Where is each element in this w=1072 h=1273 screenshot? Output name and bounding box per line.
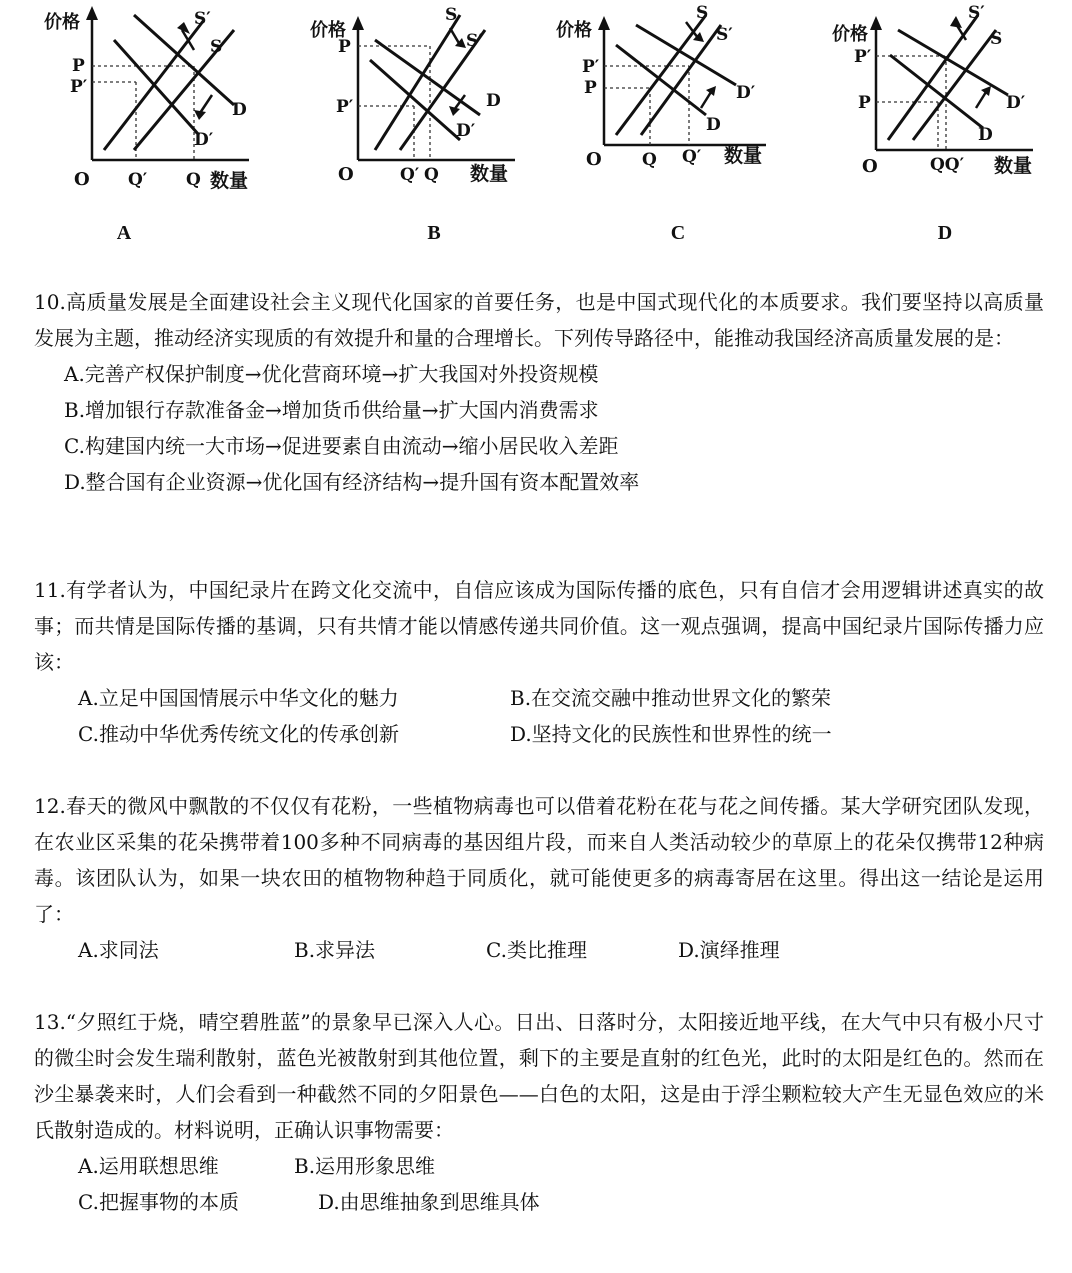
graph-c-diagram	[546, 0, 796, 200]
option-d: D.坚持文化的民族性和世界性的统一	[510, 722, 832, 746]
option-c: C.类比推理	[486, 938, 587, 962]
x-axis-label: 数量	[210, 170, 249, 192]
option-row	[34, 716, 1044, 752]
x-axis-label: 数量	[724, 145, 763, 167]
option-c: C.构建国内统一大市场→促进要素自由流动→缩小居民收入差距	[64, 434, 619, 458]
curve-label-s: S	[210, 37, 223, 57]
x-axis-label: 数量	[994, 155, 1033, 177]
price-label-p: P	[338, 37, 351, 57]
curve-label-d-prime: D′	[456, 121, 476, 141]
price-label-p-prime: P′	[336, 97, 354, 117]
curve-label-d: D	[232, 100, 247, 120]
graph-d-diagram	[818, 0, 1068, 200]
graph-b-letter: B	[427, 222, 441, 244]
y-axis-label: 价格	[44, 12, 80, 33]
option-a: A.求同法	[78, 938, 159, 962]
graph-b	[300, 0, 550, 250]
curve-label-d-prime: D′	[736, 83, 756, 103]
x-axis-label: 数量	[470, 163, 509, 185]
option-a: A.完善产权保护制度→优化营商环境→扩大我国对外投资规模	[64, 362, 599, 386]
curve-label-d: D	[706, 115, 721, 135]
y-axis-arrow	[86, 6, 98, 20]
price-label-p-prime: P′	[582, 57, 600, 77]
question-stem: 11.有学者认为，中国纪录片在跨文化交流中，自信应该成为国际传播的底色，只有自信才会用逻辑讲述真实的故事；而共情是国际传播的基调，只有共情才能以情感传递共同价值。这一观点强调，提高中国纪录片国际传播力应该：	[34, 578, 1044, 674]
quantity-label-qq-prime: QQ′	[930, 155, 965, 175]
y-axis-label: 价格	[832, 24, 868, 45]
option-b: B.求异法	[294, 938, 376, 962]
option-row	[34, 1184, 1044, 1220]
curve-d	[616, 45, 706, 115]
curve-label-s-prime: S′	[716, 25, 733, 45]
option-c: C.推动中华优秀传统文化的传承创新	[78, 722, 399, 746]
curve-label-s-prime: S′	[968, 3, 985, 23]
curve-label-s: S	[696, 3, 709, 23]
curve-label-d: D	[486, 91, 501, 111]
curve-label-s: S	[990, 29, 1003, 49]
option-a: A.运用联想思维	[78, 1154, 219, 1178]
curve-label-s-prime: S′	[194, 9, 211, 29]
supply-demand-graphs	[0, 0, 1072, 250]
graph-d-letter: D	[937, 222, 953, 244]
curve-label-d-prime: D′	[1006, 93, 1026, 113]
question-12	[34, 788, 1044, 968]
option-b: B.在交流交融中推动世界文化的繁荣	[510, 686, 832, 710]
price-label-p-prime: P′	[854, 47, 872, 67]
quantity-label-q: Q	[186, 170, 201, 190]
quantity-label-q-prime: Q′	[682, 147, 702, 167]
graph-a-letter: A	[116, 222, 132, 244]
graph-c-letter: C	[670, 222, 686, 244]
question-stem: 12.春天的微风中飘散的不仅仅有花粉，一些植物病毒也可以借着花粉在花与花之间传播。某大学研究团队发现，在农业区采集的花朵携带着100多种不同病毒的基因组片段，而来自人类活动较少的草原上的花朵仅携带12种病毒。该团队认为，如果一块农田的植物物种趋于同质化，就可能使更多的病毒寄居在这里。得出这一结论是运用了：	[34, 794, 1044, 926]
option-row	[34, 680, 1044, 716]
option-d: D.演绎推理	[678, 938, 780, 962]
option-row	[34, 932, 1044, 968]
graph-a	[34, 0, 284, 250]
option-d: D.由思维抽象到思维具体	[318, 1190, 540, 1214]
option-row	[34, 1148, 1044, 1184]
origin-label: O	[862, 156, 878, 177]
option-b: B.运用形象思维	[294, 1154, 436, 1178]
option-list	[34, 356, 1044, 500]
question-stem: 13.“夕照红于烧，晴空碧胜蓝”的景象早已深入人心。日出、日落时分，太阳接近地平线，在大气中只有极小尺寸的微尘时会发生瑞利散射，蓝色光被散射到其他位置，剩下的主要是直射的红色光，此时的太阳是红色的。然而在沙尘暴袭来时，人们会看到一种截然不同的夕阳景色——白色的太阳，这是由于浮尘颗粒较大产生无显色效应的米氏散射造成的。材料说明，正确认识事物需要：	[34, 1010, 1044, 1142]
question-stem: 10.高质量发展是全面建设社会主义现代化国家的首要任务，也是中国式现代化的本质要求。我们要坚持以高质量发展为主题，推动经济实现质的有效提升和量的合理增长。下列传导路径中，能推动我国经济高质量发展的是：	[34, 290, 1044, 350]
price-label-p: P	[858, 93, 871, 113]
graph-d	[818, 0, 1068, 250]
graph-b-diagram	[300, 0, 550, 200]
question-10	[34, 284, 1044, 500]
curve-label-s-prime: S′	[466, 31, 483, 51]
option-d: D.整合国有企业资源→优化国有经济结构→提升国有资本配置效率	[64, 470, 640, 494]
price-label-p: P	[72, 56, 85, 76]
option-b: B.增加银行存款准备金→增加货币供给量→扩大国内消费需求	[64, 398, 599, 422]
graph-c	[546, 0, 796, 250]
quantity-label-q-prime: Q′	[400, 165, 420, 185]
price-label-p-prime: P′	[70, 77, 88, 97]
price-label-p: P	[584, 78, 597, 98]
graph-a-diagram	[34, 0, 284, 200]
question-13	[34, 1004, 1044, 1220]
quantity-label-q-prime: Q′	[128, 170, 148, 190]
option-a: A.立足中国国情展示中华文化的魅力	[78, 686, 399, 710]
quantity-label-q: Q	[642, 150, 657, 170]
y-axis-label: 价格	[556, 20, 592, 41]
y-axis-label: 价格	[310, 20, 346, 41]
curve-label-d: D	[978, 125, 993, 145]
curve-s	[616, 15, 706, 135]
question-11	[34, 572, 1044, 752]
curve-label-s: S	[445, 5, 458, 25]
shift-arrow-d	[200, 95, 212, 113]
quantity-label-q: Q	[424, 165, 439, 185]
origin-label: O	[74, 169, 90, 190]
origin-label: O	[338, 164, 354, 185]
curve-label-d-prime: D′	[194, 130, 214, 150]
origin-label: O	[586, 149, 602, 170]
option-c: C.把握事物的本质	[78, 1190, 239, 1214]
